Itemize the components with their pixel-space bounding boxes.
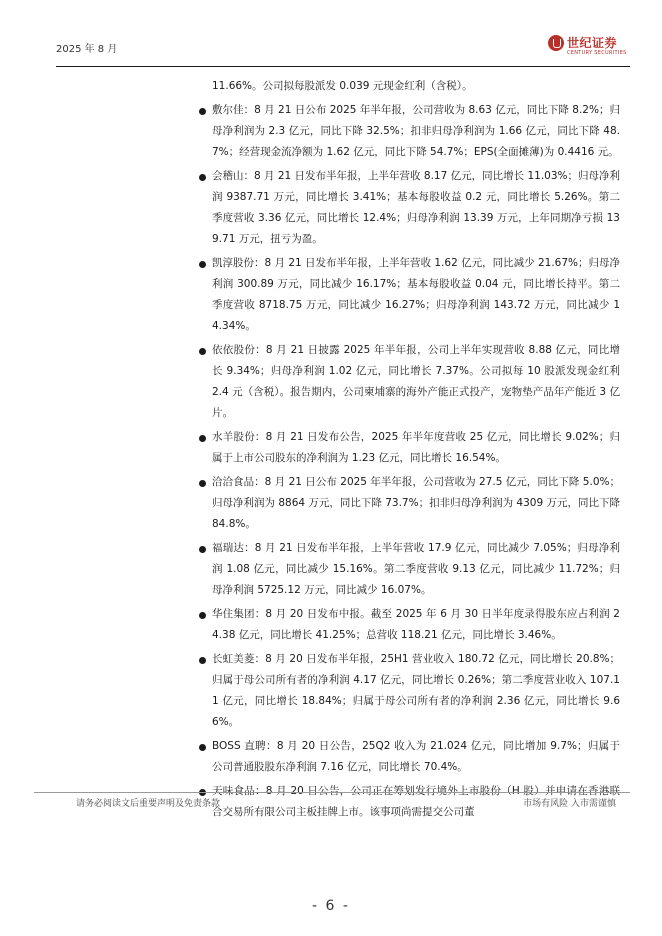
company-logo — [548, 34, 628, 60]
report-date: 2025 年 8 月 — [56, 44, 118, 55]
list-item-text: 会稽山：8 月 21 日发布半年报，上半年营收 8.17 亿元，同比增长 11.03%；归母净利润 9387.71 万元，同比增长 3.41%；基本每股收益 0.2 元，同比增长 5.26%。第二季度营收 3.36 亿元，同比增长 12.4%；归母净利润 13.39 万元，上年同期净亏损 139.71 万元，扭亏为盈。 — [212, 170, 620, 245]
bullet-icon — [199, 480, 206, 487]
list-item-continuation — [212, 76, 620, 97]
list-item — [212, 253, 620, 337]
bullet-icon — [199, 435, 206, 442]
list-item-text: 凯淳股份：8 月 21 日发布半年报，上半年营收 1.62 亿元，同比减少 21.67%；归母净利润 300.89 万元，同比减少 16.17%；基本每股收益 0.04 元，同比增长持平。第二季度营收 8718.75 万元，同比减少 16.27%；归母净利润 143.72 万元，同比减少 14.34%。 — [212, 257, 620, 332]
bullet-icon — [199, 348, 206, 355]
list-item — [212, 649, 620, 733]
footer-divider — [34, 792, 630, 793]
page-number: - 6 - — [312, 898, 350, 914]
bullet-icon — [199, 108, 206, 115]
news-list — [212, 76, 620, 826]
list-item-text: 华住集团：8 月 20 日发布中报。截至 2025 年 6 月 30 日半年度录得股东应占利润 24.38 亿元，同比增长 41.25%；总营收 118.21 亿元，同比增长 3.46%。 — [212, 608, 620, 641]
logo-emblem-icon — [548, 35, 564, 51]
list-item-text: 11.66%。公司拟每股派发 0.039 元现金红利（含税）。 — [212, 80, 473, 92]
list-item-text: BOSS 直聘：8 月 20 日公告，25Q2 收入为 21.024 亿元，同比增加 9.7%；归属于公司普通股股东净利润 7.16 亿元，同比增长 70.4%。 — [212, 740, 620, 773]
list-item-text: 水羊股份：8 月 21 日发布公告，2025 年半年度营收 25 亿元，同比增长 9.02%；归属于上市公司股东的净利润为 1.23 亿元，同比增长 16.54%。 — [212, 431, 620, 464]
list-item-text: 福瑞达：8 月 21 日发布半年报，上半年营收 17.9 亿元，同比减少 7.05%；归母净利润 1.08 亿元，同比减少 15.16%。第二季度营收 9.13 亿元，同比减少 11.72%；归母净利润 5725.12 万元，同比减少 16.07%。 — [212, 542, 620, 596]
risk-warning: 市场有风险 入市需谨慎 — [523, 799, 616, 809]
list-item — [212, 427, 620, 469]
logo-english-name: CENTURY SECURITIES — [567, 50, 627, 56]
bullet-icon — [199, 612, 206, 619]
list-item-text: 依依股份：8 月 21 日披露 2025 年半年报，公司上半年实现营收 8.88 亿元，同比增长 9.34%；归母净利润 1.02 亿元，同比增长 7.37%。公司拟每 10 股派发现金红利 2.4 元（含税）。报告期内，公司柬埔寨的海外产能正式投产，宠物垫产品年产能近 3 亿片。 — [212, 344, 620, 419]
disclaimer-notice: 请务必阅读文后重要声明及免责条款 — [76, 799, 221, 809]
bullet-icon — [199, 657, 206, 664]
list-item-text: 天味食品：8 月 20 日公告，公司正在筹划发行境外上市股份（H 股）并申请在香港联合交易所有限公司主板挂牌上市。该事项尚需提交公司董 — [212, 785, 620, 818]
page-header — [0, 0, 662, 70]
list-item-text: 长虹美菱：8 月 20 日发布半年报，25H1 营业收入 180.72 亿元，同比增长 20.8%；归属于母公司所有者的净利润 4.17 亿元，同比增长 0.26%；第二季度营业收入 107.11 亿元，同比增长 18.84%；归属于母公司所有者的净利润 2.36 亿元，同比增长 9.66%。 — [212, 653, 620, 728]
bullet-icon — [199, 546, 206, 553]
list-item — [212, 100, 620, 163]
bullet-icon — [199, 261, 206, 268]
list-item-text: 洽洽食品：8 月 21 日公布 2025 年半年报，公司营收为 27.5 亿元，同比下降 5.0%；归母净利润为 8864 万元，同比下降 73.7%；扣非归母净利润为 4309 万元，同比下降 84.8%。 — [212, 476, 620, 530]
list-item — [212, 604, 620, 646]
list-item — [212, 736, 620, 778]
logo-chinese-name: 世纪证券 — [567, 36, 618, 50]
list-item — [212, 340, 620, 424]
list-item — [212, 166, 620, 250]
list-item — [212, 538, 620, 601]
header-divider — [56, 66, 630, 67]
bullet-icon — [199, 174, 206, 181]
bullet-icon — [199, 744, 206, 751]
list-item — [212, 472, 620, 535]
list-item-text: 敷尔佳：8 月 21 日公布 2025 年半年报，公司营收为 8.63 亿元，同比下降 8.2%；归母净利润为 2.3 亿元，同比下降 32.5%；扣非归母净利润为 1.66 亿元，同比下降 48.7%；经营现金流净额为 1.62 亿元，同比下降 54.7%；EPS(全面摊薄)为 0.4416 元。 — [212, 104, 620, 158]
